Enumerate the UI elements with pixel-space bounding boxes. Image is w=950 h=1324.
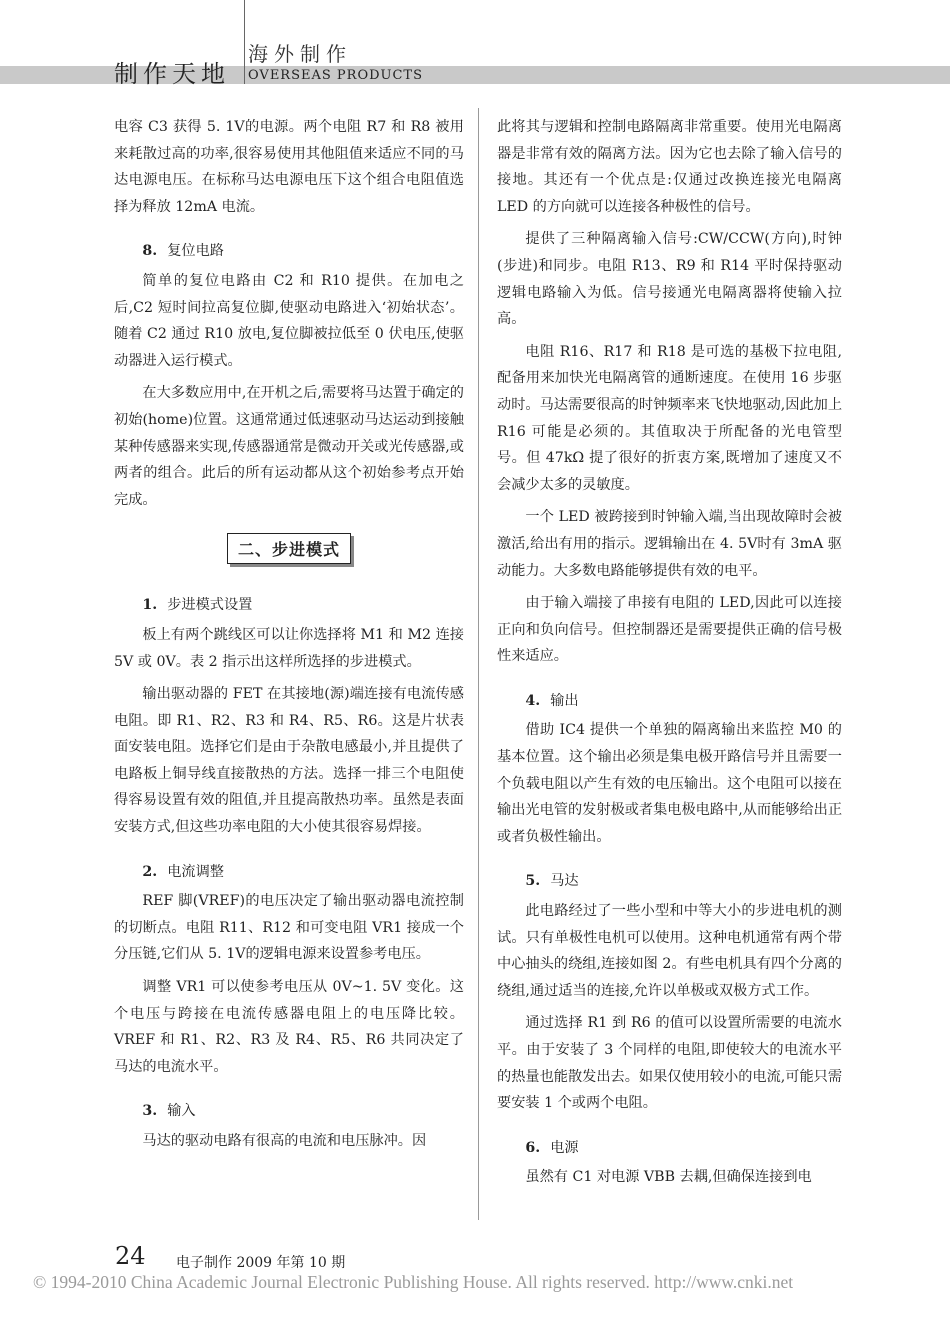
paragraph: 板上有两个跳线区可以让你选择将 M1 和 M2 连接 5V 或 0V。表 2 指示出这样所选择的步进模式。 — [114, 626, 464, 670]
paragraph-continued: 此将其与逻辑和控制电路隔离非常重要。使用光电隔离器是非常有效的隔离方法。因为它也去除了输入信号的接地。其还有一个优点是:仅通过改换连接光电隔离 LED 的方向就可以连接各种极性的信号。 — [497, 119, 842, 215]
section-title-cn: 海外制作 — [248, 42, 352, 66]
section-heading-box — [114, 533, 464, 564]
subsection-title: 步进模式设置 — [167, 597, 253, 614]
subsection-heading — [114, 859, 464, 886]
paragraph: 通过选择 R1 到 R6 的值可以设置所需要的电流水平。由于安装了 3 个同样的电阻,即使较大的电流水平的热量也能散发出去。如果仅使用较小的电流,可能只需要安装 1 个或两个电阻。 — [497, 1015, 843, 1112]
subsection-heading — [497, 688, 842, 715]
paragraph: 虽然有 C1 对电源 VBB 去耦,但确保连接到电 — [525, 1169, 812, 1186]
paragraph: 提供了三种隔离输入信号:CW/CCW(方向),时钟(步进)和同步。电阻 R13、R9 和 R14 平时保持驱动逻辑电路输入为低。信号接通光电隔离器将使输入拉高。 — [497, 231, 842, 328]
subsection-heading — [497, 868, 842, 895]
paragraph: 调整 VR1 可以使参考电压从 0V~1. 5V 变化。这个电压与跨接在电流传感器电阻上的电压降比较。VREF 和 R1、R2、R3 及 R4、R5、R6 共同决定了马达的电流水平。 — [114, 979, 464, 1075]
paragraph: 电阻 R16、R17 和 R18 是可选的基极下拉电阻,配备用来加快光电隔离管的通断速度。在使用 16 步驱动时。马达需要很高的时钟频率来飞快地驱动,因此加上 R16 可能是必须的。其值取决于所配备的光电管型号。但 47kΩ 提了很好的折衷方案,既增加了速度又不会减少太多的灵敏度。 — [497, 343, 843, 493]
subsection-number: 2. — [142, 863, 158, 880]
paragraph: 简单的复位电路由 C2 和 R10 提供。在加电之后,C2 短时间拉高复位脚,使驱动电路进入‘初始状态’。随着 C2 通过 R10 放电,复位脚被拉低至 0 伏电压,使驱动器进入运行模式。 — [114, 272, 464, 369]
paragraph-continued: 电容 C3 获得 5. 1V的电源。两个电阻 R7 和 R8 被用来耗散过高的功率,很容易使用其他阻值来适应不同的马达电源电压。在标称马达电源电压下这个组合电阻值选择为释放 12mA 电流。 — [114, 119, 464, 215]
paragraph: 输出驱动器的 FET 在其接地(源)端连接有电流传感电阻。即 R1、R2、R3 和 R4、R5、R6。这是片状表面安装电阻。选择它们是由于杂散电感最小,并且提供了电路板上铜导线直接散热的方法。选择一排三个电阻使得容易设置有效的阻值,并且提高散热功率。虽然是表面安装方式,但这些功率电阻的大小使其很容易焊接。 — [114, 686, 464, 836]
paragraph: 借助 IC4 提供一个单独的隔离输出来监控 M0 的基本位置。这个输出必须是集电极开路信号并且需要一个负载电阻以产生有效的电压输出。这个电阻可以接在输出光电管的发射极或者集电极电路中,从而能够给出正或者负极性输出。 — [497, 722, 843, 845]
left-column — [114, 114, 464, 1161]
column-name: 制作天地 — [114, 60, 230, 88]
page-number: 24 — [115, 1242, 146, 1270]
paragraph: 由于输入端接了串接有电阻的 LED,因此可以连接正向和负向信号。但控制器还是需要提供正确的信号极性来适应。 — [497, 595, 842, 665]
subsection-title: 输入 — [167, 1103, 196, 1120]
subsection-number: 5. — [525, 873, 541, 890]
paragraph: 此电路经过了一些小型和中等大小的步进电机的测试。只有单极性电机可以使用。这种电机通常有两个带中心抽头的绕组,连接如图 2。有些电机具有四个分离的绕组,通过适当的连接,允许以单极或双极方式工作。 — [497, 903, 842, 999]
subsection-number: 8. — [142, 243, 158, 260]
subsection-heading — [114, 1098, 464, 1125]
section-heading: 二、步进模式 — [227, 533, 351, 564]
paragraph: 一个 LED 被跨接到时钟输入端,当出现故障时会被激活,给出有用的指示。逻辑输出在 4. 5V时有 3mA 驱动能力。大多数电路能够提供有效的电平。 — [497, 509, 842, 579]
paragraph: 在大多数应用中,在开机之后,需要将马达置于确定的初始(home)位置。这通常通过低速驱动马达运动到接触某种传感器来实现,传感器通常是微动开关或光传感器,或两者的组合。此后的所有运动都从这个初始参考点开始完成。 — [114, 385, 464, 508]
journal-issue: 电子制作 2009 年第 10 期 — [176, 1255, 346, 1271]
header-divider — [244, 0, 245, 84]
subsection-number: 3. — [142, 1103, 158, 1120]
column-divider — [478, 108, 479, 1220]
copyright-notice: © 1994-2010 China Academic Journal Electronic Publishing House. All rights reserved. http://www.cnki.net — [33, 1272, 794, 1292]
subsection-title: 输出 — [550, 692, 579, 709]
subsection-heading — [114, 238, 464, 265]
subsection-title: 电源 — [550, 1139, 579, 1156]
subsection-heading — [497, 1135, 842, 1162]
subsection-title: 复位电路 — [167, 243, 224, 260]
subsection-number: 4. — [525, 692, 541, 709]
right-column — [497, 114, 842, 1197]
section-title-en: OVERSEAS PRODUCTS — [248, 68, 424, 83]
subsection-heading — [114, 592, 464, 619]
subsection-number: 6. — [525, 1139, 541, 1156]
paragraph: 马达的驱动电路有很高的电流和电压脉冲。因 — [142, 1133, 427, 1149]
subsection-title: 电流调整 — [167, 863, 224, 880]
paragraph: REF 脚(VREF)的电压决定了输出驱动器电流控制的切断点。电阻 R11、R12 和可变电阻 VR1 接成一个分压链,它们从 5. 1V的逻辑电源来设置参考电压。 — [114, 893, 464, 963]
subsection-title: 马达 — [550, 873, 579, 890]
subsection-number: 1. — [142, 597, 158, 614]
